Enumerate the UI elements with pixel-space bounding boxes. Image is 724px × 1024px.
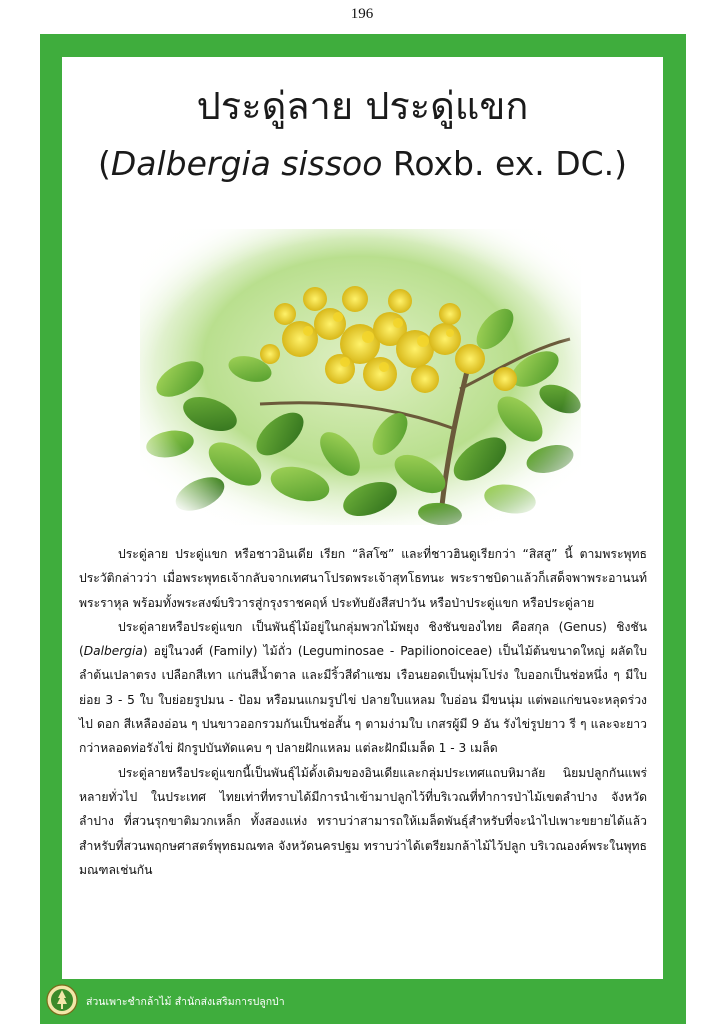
footer-text: ส่วนเพาะชำกล้าไม้ สำนักส่งเสริมการปลูกป่า [86,996,285,1008]
page-title: ประดู่ลาย ประดู่แขก [196,84,529,128]
paragraph-2 [79,615,647,761]
sci-authority: Roxb. ex. DC. [382,144,615,183]
sci-close-paren: ) [614,144,628,183]
footer [40,980,686,1024]
paragraph-2-genus-italic: Dalbergia [83,644,143,659]
paragraph-3: ประดู่ลายหรือประดู่แขกนี้เป็นพันธุ์ไม้ดั้งเดิมของอินเดียและกลุ่มประเทศแถบหิมาลัย นิยมปลูกกันแพร่หลายทั่วไป ในประเทศ ไทยเท่าที่ทราบได้มีการนำเข้ามาปลูกไว้ที่บริเวณที่ทำการป่าไม้เขตลำปาง จังหวัดลำปาง ที่สวนรุกขาติมวกเหล็ก ทั้งสองแห่ง ทราบว่าสามารถให้เมล็ดพันธุ์สำหรับที่จะนำไปเพาะขยายได้แล้ว สำหรับที่สวนพฤกษศาสตร์พุทธมณฑล จังหวัดนครปฐม ทราบว่าได้เตรียมกล้าไม้ไว้ปลูก บริเวณองค์พระในพุทธมณฑลเช่นกัน [79,765,647,877]
royal-forest-department-emblem-icon [46,984,78,1016]
paragraph-2-part-b: ) อยู่ในวงศ์ (Family) ไม้ถั่ว (Leguminosae - Papilionoiceae) เป็นไม้ต้นขนาดใหญ่ ผลัดใบลำต้นเปลาตรง เปลือกสีเทา แก่นสีน้ำตาล และมีริ้วสีดำแซม เรือนยอดเป็นพุ่มโปร่ง ใบออกเป็นช่อหนึ่ง ๆ มีใบย่อย 3 - 5 ใบ ใบย่อยรูปมน - ป้อม หรือมนแกมรูปไข่ ปลายใบแหลม ใบอ่อน มีขนนุ่ม แต่พอแก่ขนจะหลุดร่วงไป ดอก สีเหลืองอ่อน ๆ ปนขาวออกรวมกันเป็นช่อสั้น ๆ ตามง่ามใบ เกสรผู้มี 9 อัน รังไข่รูปยาว รี ๆ และจะยาวกว่าหลอดท่อรังไข่ ฝักรูปบันทัดแคบ ๆ ปลายฝักแหลม แต่ละฝักมีเมล็ด 1 - 3 เมล็ด [79,644,647,756]
body-text [79,542,647,882]
scientific-name [62,140,663,188]
sci-open-paren: ( [97,144,111,183]
paragraph-1: ประดู่ลาย ประดู่แขก หรือชาวอินเดีย เรียก “ลิสโซ” และที่ชาวฮินดูเรียกว่า “สิสสู” นี้ ตามพระพุทธประวัติกล่าวว่า เมื่อพระพุทธเจ้ากลับจากเทศนาโปรดพระเจ้าสุทโธทนะ พระราชบิดาแล้วก็เสด็จพาพระอานนท์ พระราหุล พร้อมทั้งพระสงฆ์บริวารสู่กรุงราชคฤห์ ประทับยังสีสปาวัน หรือป่าประดู่แขก หรือประดู่ลาย [79,547,647,610]
page-number: 196 [350,6,374,22]
paragraph-2-part-a: ประดู่ลายหรือประดู่แขก เป็นพันธุ์ไม้อยู่ในกลุ่มพวกไม้พยุง ชิงชันของไทย คือสกุล (Genus) ชิงชัน ( [79,619,647,659]
tree-photo [140,229,581,525]
sci-genus-species: Dalbergia sissoo [110,144,383,183]
